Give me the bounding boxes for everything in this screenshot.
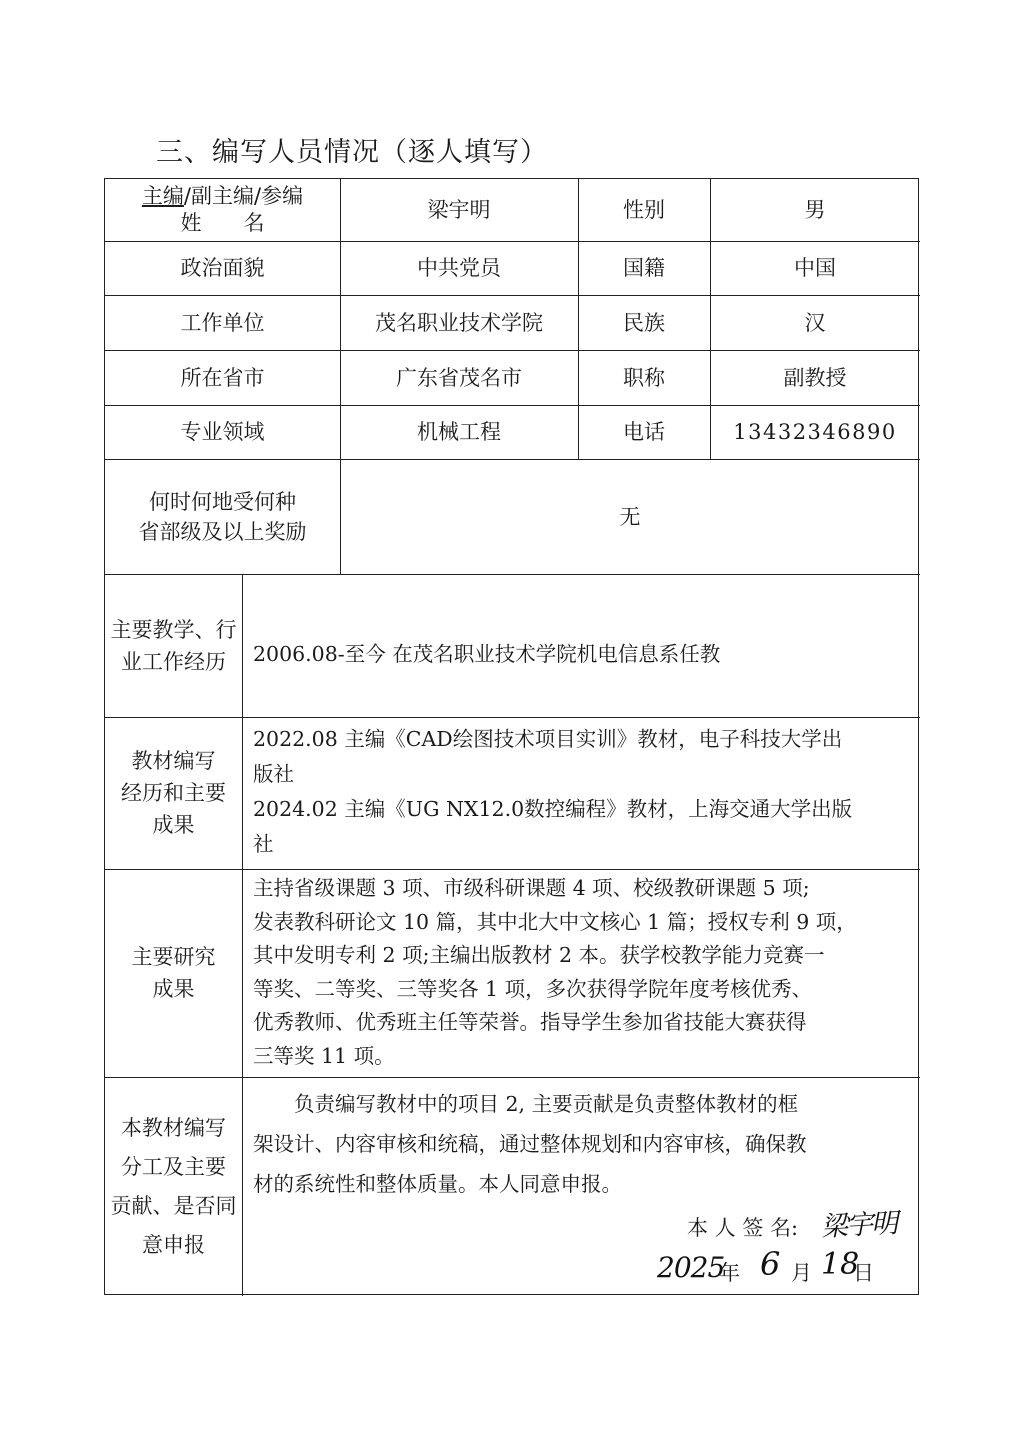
field-value: 机械工程 — [417, 420, 501, 444]
name-label: 姓 名 — [180, 211, 265, 235]
month-label: 月 — [791, 1261, 812, 1285]
nationality-value: 中国 — [794, 256, 836, 280]
gender-label: 性别 — [623, 198, 665, 222]
title-value: 副教授 — [783, 365, 847, 390]
personnel-form-table — [104, 178, 919, 1295]
textbooks-label-line: 成果 — [152, 813, 195, 837]
day-label: 日 — [853, 1261, 874, 1285]
section-heading: 三、编写人员情况（逐人填写） — [156, 137, 548, 168]
research-line: 主持省级课题 3 项、市级科研课题 4 项、校级教研课题 5 项; — [253, 876, 810, 900]
textbooks-line: 版社 — [253, 762, 294, 786]
research-label-line: 成果 — [152, 977, 195, 1001]
textbooks-label-line: 经历和主要 — [121, 781, 226, 805]
role-options — [142, 183, 303, 210]
research-line: 优秀教师、优秀班主任等荣誉。指导学生参加省技能大赛获得 — [253, 1010, 807, 1034]
gender-value: 男 — [804, 198, 826, 222]
nationality-label: 国籍 — [623, 256, 665, 280]
contribution-label-line: 本教材编写 — [121, 1115, 226, 1140]
signature-label: 本 人 签 名: — [687, 1216, 799, 1240]
role-other-options: /副主编/参编 — [183, 184, 304, 208]
textbooks-label — [105, 717, 242, 869]
contribution-line: 材的系统性和整体质量。本人同意申报。 — [253, 1172, 622, 1196]
date-month-handwritten: 6 — [760, 1245, 781, 1283]
title-label: 职称 — [623, 365, 665, 390]
textbooks-line: 2024.02 主编《UG NX12.0数控编程》教材，上海交通大学出版 — [253, 797, 853, 821]
work-unit-value: 茂名职业技术学院 — [375, 310, 543, 335]
experience-label-line: 业工作经历 — [121, 649, 226, 674]
research-line: 三等奖 11 项。 — [253, 1043, 395, 1068]
politics-label: 政治面貌 — [180, 256, 265, 280]
awards-label — [105, 459, 340, 574]
role-and-name-label — [105, 179, 340, 241]
textbooks-line: 2022.08 主编《CAD绘图技术项目实训》教材，电子科技大学出 — [253, 727, 843, 751]
contribution-line: 架设计、内容审核和统稿，通过整体规划和内容审核，确保教 — [253, 1132, 807, 1156]
city-value: 广东省茂名市 — [396, 365, 522, 390]
name-value: 梁宇明 — [427, 198, 491, 222]
research-label-line: 主要研究 — [131, 945, 216, 969]
city-label: 所在省市 — [180, 365, 265, 390]
awards-value: 无 — [619, 504, 641, 529]
experience-value: 2006.08-至今 在茂名职业技术学院机电信息系任教 — [253, 642, 721, 666]
contribution-label — [105, 1077, 242, 1296]
year-label: 年 — [719, 1261, 740, 1285]
date-year-handwritten: 2025 — [657, 1251, 725, 1284]
research-value — [253, 872, 913, 1073]
awards-label-line: 省部级及以上奖励 — [138, 519, 307, 544]
field-label: 专业领域 — [180, 420, 265, 444]
contribution-label-line: 分工及主要 — [121, 1154, 226, 1179]
research-line: 发表教科研论文 10 篇，其中北大中文核心 1 篇；授权专利 9 项， — [253, 909, 857, 934]
research-line: 等奖、二等奖、三等奖各 1 项，多次获得学院年度考核优秀、 — [253, 976, 813, 1001]
ethnicity-value: 汉 — [804, 310, 826, 335]
experience-label-line: 主要教学、行 — [110, 617, 237, 642]
textbooks-line: 社 — [253, 832, 274, 856]
research-label — [105, 869, 242, 1077]
handwritten-signature: 梁宇明 — [820, 1208, 897, 1243]
contribution-line: 负责编写教材中的项目 2, 主要贡献是负责整体教材的框 — [294, 1092, 799, 1116]
research-line: 其中发明专利 2 项;主编出版教材 2 本。获学校教学能力竞赛一 — [253, 943, 825, 967]
awards-label-line: 何时何地受何种 — [149, 489, 296, 514]
textbooks-value — [253, 722, 913, 862]
contribution-label-line: 意申报 — [142, 1232, 205, 1257]
ethnicity-label: 民族 — [623, 310, 665, 335]
phone-value: 13432346890 — [733, 420, 897, 444]
work-unit-label: 工作单位 — [180, 310, 265, 335]
experience-label — [105, 574, 242, 717]
date-day-handwritten: 18 — [821, 1247, 860, 1282]
phone-label: 电话 — [623, 420, 665, 444]
role-chief-editor: 主编 — [141, 184, 184, 208]
contribution-label-line: 贡献、是否同 — [110, 1193, 237, 1218]
politics-value: 中共党员 — [417, 256, 501, 280]
textbooks-label-line: 教材编写 — [131, 749, 216, 773]
contribution-value — [253, 1084, 913, 1204]
